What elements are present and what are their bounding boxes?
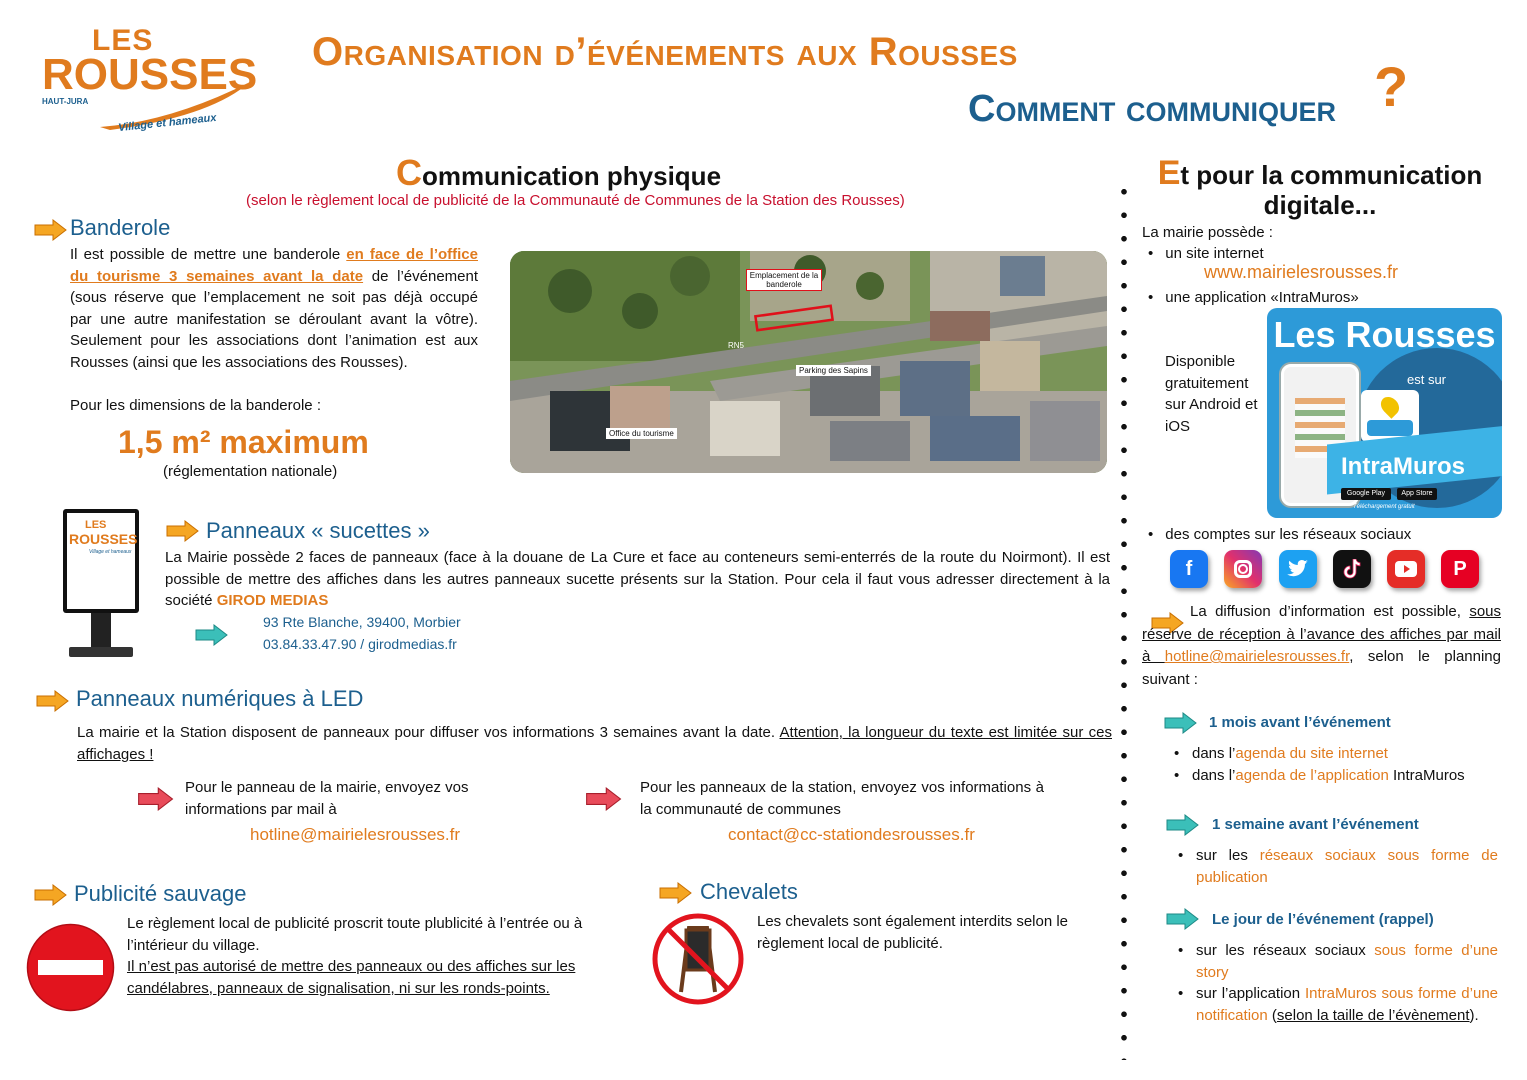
diffusion-text-end: , selon le planning suivant :: [1142, 648, 1501, 688]
list-item: • dans l’agenda de l’application IntraMuros: [1170, 765, 1500, 787]
digital-item-app-label: une application «IntraMuros»: [1165, 289, 1359, 306]
diffusion-text-main: La diffusion d’information est possible,: [1190, 603, 1470, 620]
arrow-icon: [33, 884, 67, 906]
app-card-free: Téléchargement gratuit: [1353, 504, 1415, 510]
sucettes-text: [165, 547, 1110, 612]
section-note: (selon le règlement local de publicité de la Communauté de Communes de la Station des Rousses): [246, 192, 905, 209]
chevalets-title: Chevalets: [700, 879, 798, 904]
day-list: [1174, 940, 1498, 1026]
app-store-badge[interactable]: App Store: [1397, 488, 1437, 500]
led-mairie-email[interactable]: hotline@mairielesrousses.fr: [250, 825, 461, 844]
led-title: Panneaux numériques à LED: [76, 686, 364, 711]
intramuros-app-card[interactable]: [1267, 308, 1502, 518]
map-label-rn5: RN5: [728, 341, 745, 350]
arrow-red-icon: [134, 787, 176, 811]
agenda-site-link: agenda du site internet: [1235, 745, 1388, 762]
banderole-title: Banderole: [70, 215, 171, 240]
week-title: 1 semaine avant l’événement: [1212, 816, 1419, 833]
banderole-text-post: de l’événement (sous réserve que l’emplacement ne soit pas déjà occupé par une autre manifestation se déroulant avant la vôtre). Seulement pour les associations dont l’animation est aux Rousses (ainsi que les associations des Rousses).: [70, 267, 479, 371]
company-name: GIROD MEDIAS: [216, 592, 329, 609]
digital-item-app: • une application «IntraMuros»: [1148, 289, 1359, 306]
twitter-icon[interactable]: [1279, 550, 1317, 588]
month-title: 1 mois avant l’événement: [1209, 714, 1391, 731]
arrow-teal-icon: [1162, 814, 1202, 836]
led-station-email[interactable]: contact@cc-stationdesrousses.fr: [728, 825, 975, 844]
instagram-icon[interactable]: [1224, 550, 1262, 588]
page-subtitle: Comment communiquer: [968, 88, 1336, 130]
digital-item-site-label: un site internet: [1165, 245, 1264, 262]
sucette-sign-illustration: [63, 509, 139, 657]
logo-rousses: ROUSSES: [42, 50, 258, 99]
social-publication-link: réseaux sociaux sous forme de publication: [1196, 847, 1498, 886]
logo-tagline: Village et hameaux: [117, 111, 217, 135]
page-title: Organisation d’événements aux Rousses: [312, 30, 1018, 74]
list-item: • sur les réseaux sociaux sous forme d’une story: [1174, 940, 1498, 983]
aerial-map: [510, 251, 1107, 473]
agenda-app-link: agenda de l’application: [1235, 766, 1389, 784]
sucettes-text-main: La Mairie possède 2 faces de panneaux (face à la douane de La Cure et face au conteneurs semi-enterrés de la route du Noirmont). Il est possible de mettre des affiches dans les autres panneaux sucette présents sur la Station. Pour cela il faut vous adresser directement à la société: [165, 549, 1110, 609]
digital-item-social-label: des comptes sur les réseaux sociaux: [1165, 526, 1412, 543]
week-list: [1174, 845, 1498, 888]
sucettes-title: Panneaux « sucettes »: [206, 518, 430, 543]
arrow-icon: [658, 882, 692, 904]
column-divider: [1119, 180, 1129, 1060]
sauvage-title: Publicité sauvage: [74, 881, 247, 906]
pinterest-icon[interactable]: P: [1441, 550, 1479, 588]
led-text: [77, 722, 1112, 765]
arrow-icon: [35, 690, 69, 712]
facebook-icon[interactable]: f: [1170, 550, 1208, 588]
site-url[interactable]: www.mairielesrousses.fr: [1204, 262, 1399, 282]
no-easel-icon: [651, 912, 745, 1006]
arrow-teal-icon: [1160, 712, 1200, 734]
led-text-main: La mairie et la Station disposent de panneaux pour diffuser vos informations 3 semaines avant la date.: [77, 724, 780, 741]
map-label-emplacement: Emplacement de la banderole: [746, 269, 822, 291]
arrow-teal-icon: [1162, 908, 1202, 930]
digital-item-social: • des comptes sur les réseaux sociaux: [1148, 526, 1412, 543]
month-list: [1170, 743, 1500, 786]
title-initial: C: [396, 152, 422, 193]
youtube-icon[interactable]: [1387, 550, 1425, 588]
no-entry-icon: [26, 923, 115, 1012]
banderole-text-pre: Il est possible de mettre une banderole: [70, 246, 347, 263]
sauvage-warning: Il n’est pas autorisé de mettre des panneaux ou des affiches sur les candélabres, panneaux de signalisation, ni sur les ronds-points.: [127, 958, 576, 997]
banderole-size-note: (réglementation nationale): [163, 463, 338, 480]
list-item: • dans l’agenda du site internet: [1170, 743, 1500, 765]
company-contact: 03.84.33.47.90 / girodmedias.fr: [263, 636, 457, 652]
map-label-parking: Parking des Sapins: [796, 365, 871, 376]
notification-condition: selon la taille de l’évènement: [1276, 1006, 1470, 1024]
tiktok-icon[interactable]: [1333, 550, 1371, 588]
sign-logo-rousses: ROUSSES: [69, 531, 138, 547]
banderole-dimensions-text: Pour les dimensions de la banderole :: [70, 397, 321, 414]
chevalets-text: Les chevalets sont également interdits selon le règlement local de publicité.: [757, 913, 1069, 952]
notification-link: IntraMuros sous forme d’une notification: [1196, 985, 1498, 1024]
title-rest: ommunication physique: [422, 161, 722, 191]
sauvage-text: Le règlement local de publicité proscrit toute plublicité à l’entrée ou à l’intérieur du village.: [127, 915, 583, 954]
logo-les: LES: [92, 24, 154, 57]
list-item: • sur les réseaux sociaux sous forme de publication: [1174, 845, 1498, 888]
logo-region: HAUT-JURA: [42, 97, 89, 106]
banderole-text: [70, 244, 478, 373]
story-link: sous forme d’une story: [1196, 942, 1498, 981]
digital-intro: La mairie possède :: [1142, 224, 1273, 241]
section-title-physique: [396, 152, 721, 194]
list-item: • sur l’application IntraMuros sous forme d’une notification (selon la taille de l’évènement).: [1174, 983, 1498, 1026]
arrow-icon: [165, 520, 199, 542]
arrow-red-icon: [582, 787, 624, 811]
led-station-text: Pour les panneaux de la station, envoyez vos informations à la communauté de communes: [640, 779, 1044, 818]
app-card-brand: IntraMuros: [1341, 453, 1466, 480]
digital-item-site: • un site internet: [1148, 245, 1264, 262]
diffusion-text: [1142, 601, 1501, 691]
banderole-location-link: en face de l’office du tourisme 3 semaines avant la date: [70, 246, 478, 285]
banderole-size: 1,5 m² maximum: [118, 424, 369, 460]
app-card-est-sur: est sur: [1407, 372, 1447, 387]
app-availability: Disponible gratuitement sur Android et iOS: [1165, 353, 1258, 435]
led-mairie-text: Pour le panneau de la mairie, envoyez vos informations par mail à: [185, 779, 469, 818]
digital-title-rest: t pour la communication digitale...: [1180, 160, 1483, 220]
map-label-office: Office du tourisme: [606, 428, 677, 439]
led-warning: Attention, la longueur du texte est limitée sur ces affichages !: [77, 724, 1112, 763]
sign-logo-les: LES: [85, 519, 107, 531]
day-title: Le jour de l’événement (rappel): [1212, 911, 1434, 928]
digital-title-initial: E: [1157, 154, 1181, 192]
google-play-badge[interactable]: Google Play: [1341, 488, 1391, 500]
question-mark: ?: [1374, 55, 1409, 118]
arrow-teal-icon: [194, 624, 228, 646]
sign-logo-tagline: Village et hameaux: [89, 549, 132, 555]
logo: [40, 20, 270, 140]
app-card-title: Les Rousses: [1273, 314, 1496, 355]
diffusion-condition: sous réserve de réception à l’avance des affiches par mail à: [1142, 603, 1501, 665]
diffusion-email[interactable]: hotline@mairielesrousses.fr: [1164, 648, 1350, 665]
arrow-icon: [33, 219, 67, 241]
company-address: 93 Rte Blanche, 39400, Morbier: [263, 614, 461, 630]
intramuros-logo-icon: [1361, 390, 1419, 442]
section-title-digital: [1140, 154, 1500, 220]
